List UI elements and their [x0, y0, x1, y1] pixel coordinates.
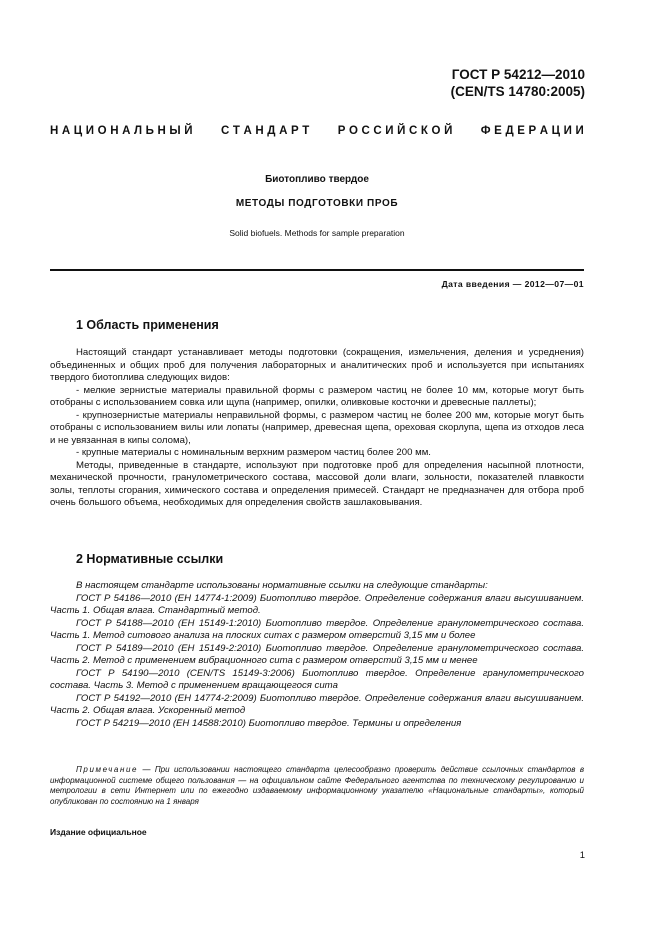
title-subject: Биотопливо твердое	[265, 174, 369, 185]
note	[50, 765, 584, 808]
national-standard-line	[50, 125, 584, 137]
section-1-body	[50, 347, 584, 510]
gost-number: ГОСТ Р 54212—2010	[451, 67, 585, 82]
list-item: - крупные материалы с номинальным верхним размером частиц более 200 мм.	[76, 447, 431, 458]
section-2-heading: 2 Нормативные ссылки	[76, 552, 224, 566]
list-item: - крупнозернистые материалы неправильной формы, с размером частиц не более 200 мм, которые могут быть отобраны с использованием вилы или лопаты (например, древесная щепа, ореховая скорлупа, щепа из отходов леса и не увязанная в кипы солома),	[50, 409, 584, 446]
reference-item: ГОСТ Р 54189—2010 (ЕН 15149-2:2010) Биотопливо твердое. Определение гранулометрического состава. Часть 2. Метод с применением вибрационного сита с размером отверстий 3,15 мм и менее	[50, 642, 584, 666]
section-1-heading: 1 Область применения	[76, 318, 219, 332]
paragraph: Методы, приведенные в стандарте, используют при подготовке проб для определения насыпной плотности, механической прочности, гранулометрического состава, массовой доли влаги, зольности, показателей плавкости золы, теплоты сгорания, химического состава и определения примесей. Стандарт не предназначен для отбора проб очень большого объема, необходимых для определения свойств зашлаковывания.	[50, 459, 584, 508]
gost-header	[451, 66, 585, 100]
references-intro: В настоящем стандарте использованы нормативные ссылки на следующие стандарты:	[76, 580, 488, 591]
title-english: Solid biofuels. Methods for sample preparation	[229, 228, 405, 238]
page-number: 1	[579, 850, 585, 861]
list-item: - мелкие зернистые материалы правильной формы с размером частиц не более 10 мм, которые могут быть отобраны с использованием совка или щупа (например, опилки, оливковые косточки и древесные паллеты);	[50, 384, 584, 408]
introduction-date: Дата введения — 2012—07—01	[441, 279, 584, 289]
national-word-2: С Т А Н Д А Р Т	[220, 125, 310, 137]
cen-ts-reference: (CEN/TS 14780:2005)	[450, 84, 585, 99]
title-main: МЕТОДЫ ПОДГОТОВКИ ПРОБ	[235, 198, 399, 209]
national-word-1: Н А Ц И О Н А Л Ь Н Ы Й	[50, 125, 193, 137]
edition-label: Издание официальное	[50, 827, 147, 837]
paragraph: Настоящий стандарт устанавливает методы подготовки (сокращения, измельчения, деления и усреднения) объединенных и общих проб для получения лабораторных и аналитических проб и используется при испытаниях твердого биотоплива следующих видов:	[50, 347, 584, 383]
note-text: — При использовании настоящего стандарта целесообразно проверить действие ссылочных стандартов в информационной системе общего пользования — на официальном сайте Федерального агентства по техническому регулированию и метрологии в сети Интернет или по ежегодно издаваемому информационному указателю «Национальные стандарты», который опубликован по состоянию на 1 января	[50, 765, 584, 807]
note-label: Примечание	[76, 765, 139, 774]
national-word-4: Ф Е Д Е Р А Ц И И	[480, 125, 584, 137]
reference-item: ГОСТ Р 54219—2010 (ЕН 14588:2010) Биотопливо твердое. Термины и определения	[76, 717, 462, 729]
reference-item: ГОСТ Р 54190—2010 (CEN/TS 15149-3:2006) Биотопливо твердое. Определение гранулометрического состава. Часть 3. Метод с применением вращающегося сита	[50, 667, 584, 691]
reference-item: ГОСТ Р 54186—2010 (ЕН 14774-1:2009) Биотопливо твердое. Определение содержания влаги высушиванием. Часть 1. Общая влага. Стандартный метод.	[50, 592, 584, 616]
reference-item: ГОСТ Р 54192—2010 (ЕН 14774-2:2009) Биотопливо твердое. Определение содержания влаги высушиванием. Часть 2. Общая влага. Ускоренный метод	[50, 692, 584, 716]
normative-references	[50, 580, 584, 730]
title-divider	[50, 269, 584, 271]
national-word-3: Р О С С И Й С К О Й	[337, 125, 453, 137]
reference-item: ГОСТ Р 54188—2010 (ЕН 15149-1:2010) Биотопливо твердое. Определение гранулометрического состава. Часть 1. Метод ситового анализа на плоских ситах с размером отверстий 3,15 мм и более	[50, 617, 584, 641]
